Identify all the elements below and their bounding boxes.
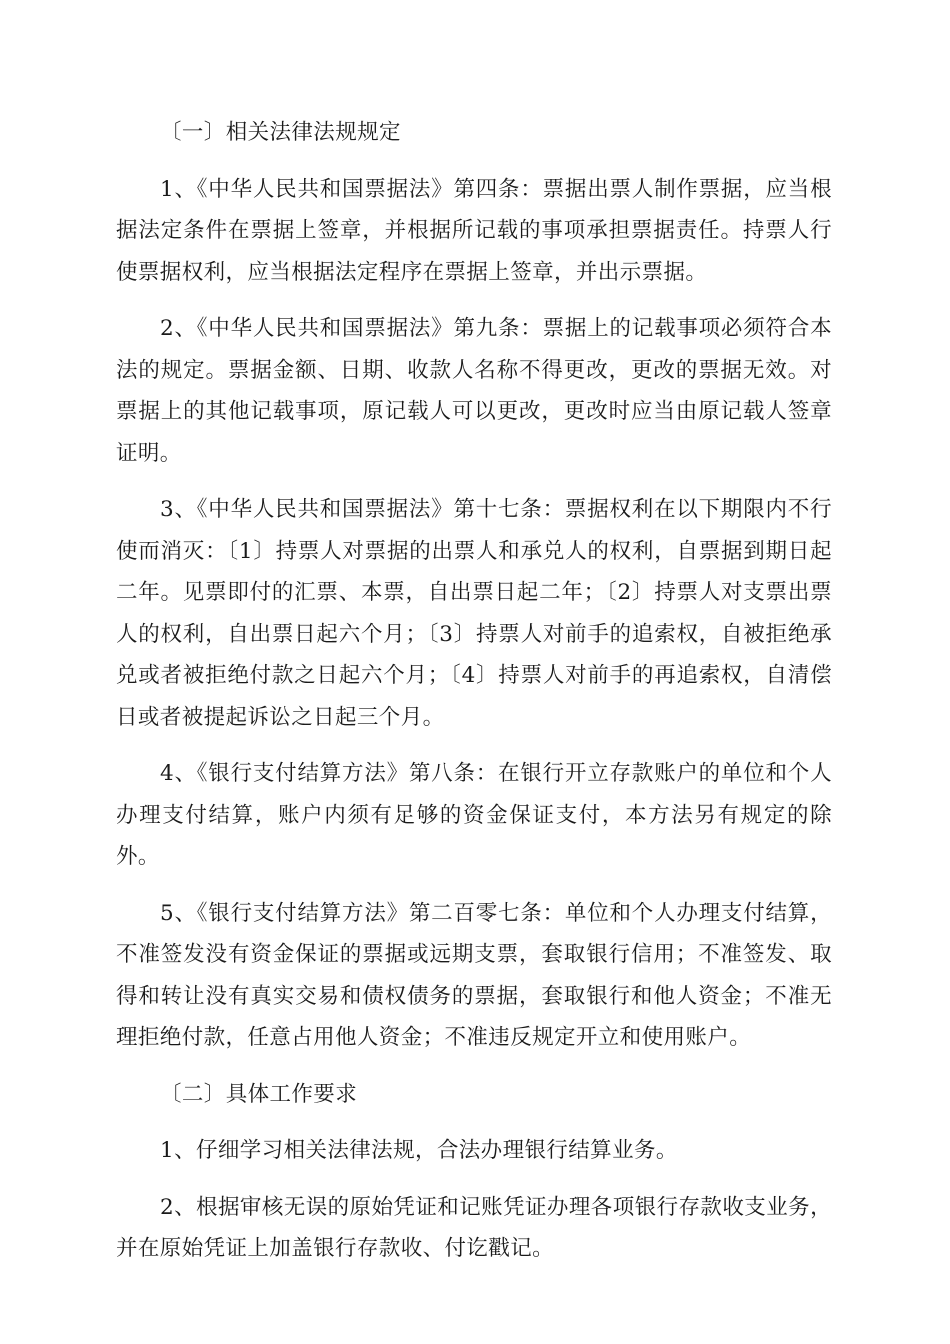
requirement-1: 1、仔细学习相关法律法规，合法办理银行结算业务。 xyxy=(160,1138,678,1163)
law-article-1: 1、《中华人民共和国票据法》第四条：票据出票人制作票据，应当根据法定条件在票据上签章，并根据所记载的事项承担票据责任。持票人行使票据权利，应当根据法定程序在票据上签章，并出示票据。 xyxy=(116,176,832,285)
section-heading-requirements: 〔二〕具体工作要求 xyxy=(160,1081,358,1107)
law-article-4: 4、《银行支付结算方法》第八条：在银行开立存款账户的单位和个人办理支付结算，账户内须有足够的资金保证支付，本方法另有规定的除外。 xyxy=(116,761,832,869)
law-article-2: 2、《中华人民共和国票据法》第九条：票据上的记载事项必须符合本法的规定。票据金额、日期、收款人名称不得更改，更改的票据无效。对票据上的其他记载事项，原记载人可以更改，更改时应当由原记载人签章证明。 xyxy=(116,316,832,466)
section-heading-laws: 〔一〕相关法律法规规定 xyxy=(160,120,401,145)
law-article-5: 5、《银行支付结算方法》第二百零七条：单位和个人办理支付结算，不准签发没有资金保证的票据或远期支票，套取银行信用；不准签发、取得和转让没有真实交易和债权债务的票据，套取银行和他人资金；不准无理拒绝付款，任意占用他人资金；不准违反规定开立和使用账户。 xyxy=(116,900,832,1050)
requirement-2: 2、根据审核无误的原始凭证和记账凭证办理各项银行存款收支业务，并在原始凭证上加盖银行存款收、付讫戳记。 xyxy=(116,1194,832,1261)
law-article-3: 3、《中华人民共和国票据法》第十七条：票据权利在以下期限内不行使而消灭：〔1〕持票人对票据的出票人和承兑人的权利，自票据到期日起二年。见票即付的汇票、本票，自出票日起二年；〔2〕持票人对支票出票人的权利，自出票日起六个月；〔3〕持票人对前手的追索权，自被拒绝承兑或者被拒绝付款之日起六个月；〔4〕持票人对前手的再追索权，自清偿日或者被提起诉讼之日起三个月。 xyxy=(116,497,832,730)
document-body xyxy=(116,112,832,1285)
